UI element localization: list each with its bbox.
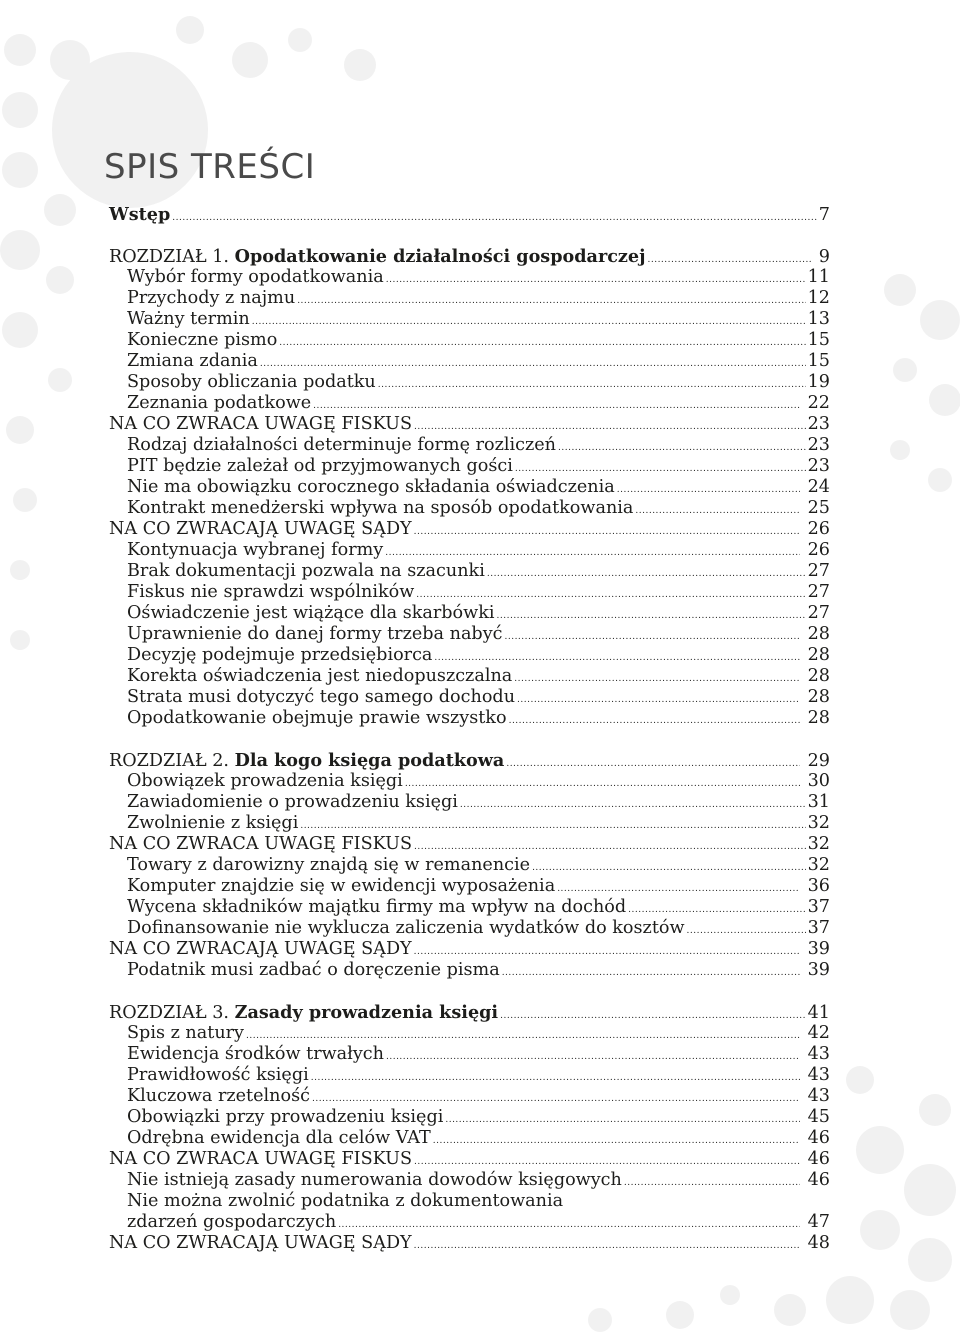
toc-entry-label	[109, 1233, 412, 1254]
toc-entry-text: Ewidencja środków trwałych	[127, 1044, 384, 1064]
toc-entry-label	[127, 1128, 431, 1149]
toc-entry-label	[109, 519, 412, 540]
toc-entry[interactable]	[109, 1212, 830, 1233]
toc-page-number: 45	[802, 1107, 830, 1127]
toc-section-entry[interactable]	[109, 834, 830, 855]
dot-leader	[635, 501, 800, 522]
table-of-contents	[109, 204, 830, 1254]
dot-leader	[497, 606, 806, 627]
toc-entry-label	[109, 939, 412, 960]
toc-entry-text: Zasady prowadzenia księgi	[234, 1002, 499, 1023]
toc-entry-label	[127, 1107, 443, 1128]
dot-leader	[297, 291, 805, 312]
toc-entry-text: NA CO ZWRACAJĄ UWAGĘ SĄDY	[109, 939, 412, 959]
toc-entry-text: NA CO ZWRACAJĄ UWAGĘ SĄDY	[109, 519, 412, 539]
dot-leader	[687, 921, 806, 942]
dot-leader	[487, 564, 806, 585]
toc-entry-text: Komputer znajdzie się w ewidencji wyposażenia	[127, 876, 556, 896]
toc-entry[interactable]	[109, 477, 830, 498]
toc-entry-text: Brak dokumentacji pozwala na szacunki	[127, 561, 485, 581]
toc-entry-text: Przychody z najmu	[127, 288, 296, 308]
chapter-prefix: ROZDZIAŁ 1.	[109, 247, 235, 267]
toc-entry-label	[127, 561, 485, 582]
toc-entry-text: NA CO ZWRACAJĄ UWAGĘ SĄDY	[109, 1233, 412, 1253]
toc-entry-label	[127, 435, 556, 456]
toc-entry-text: Zmiana zdania	[127, 351, 258, 371]
toc-entry-text: Ważny termin	[127, 309, 250, 329]
toc-entry-text: Sposoby obliczania podatku	[127, 372, 376, 392]
toc-page-number: 15	[807, 330, 830, 350]
toc-page-number: 36	[802, 876, 830, 896]
dot-leader	[506, 754, 800, 775]
toc-entry-text: Podatnik musi zadbać o doręczenie pisma	[127, 960, 500, 980]
toc-page-number: 30	[802, 771, 830, 791]
toc-page-number: 23	[807, 435, 830, 455]
toc-entry-label	[109, 246, 645, 268]
toc-entry[interactable]	[109, 1044, 830, 1065]
toc-page-number: 24	[802, 477, 830, 497]
toc-entry[interactable]	[109, 1023, 830, 1044]
toc-page-number: 31	[807, 792, 830, 812]
dot-leader	[378, 375, 806, 396]
toc-entry[interactable]	[109, 498, 830, 519]
toc-entry-label	[127, 603, 495, 624]
toc-entry-text: Spis z natury	[127, 1023, 244, 1043]
dot-leader	[624, 1173, 800, 1194]
toc-page-number: 37	[807, 897, 830, 917]
toc-entry[interactable]	[109, 1065, 830, 1086]
toc-page-number: 25	[802, 498, 830, 518]
toc-entry[interactable]	[109, 582, 830, 603]
toc-page-number: 28	[802, 624, 830, 644]
dot-leader	[433, 1131, 800, 1152]
dot-leader	[414, 1236, 800, 1257]
dot-leader	[558, 438, 806, 459]
toc-entry-label	[127, 1086, 310, 1107]
dot-leader	[532, 858, 806, 879]
toc-entry[interactable]	[109, 771, 830, 792]
toc-entry-label	[127, 624, 502, 645]
toc-entry-label	[109, 204, 170, 226]
chapter-prefix: ROZDZIAŁ 3.	[109, 1003, 235, 1023]
toc-entry[interactable]	[109, 1191, 830, 1212]
toc-page-number: 15	[807, 351, 830, 371]
toc-entry-label	[127, 855, 530, 876]
toc-entry-label	[127, 267, 384, 288]
toc-entry-text: NA CO ZWRACA UWAGĘ FISKUS	[109, 1149, 413, 1169]
toc-entry-text: Obowiązek prowadzenia księgi	[127, 771, 403, 791]
toc-entry-text: Kontynuacja wybranej formy	[127, 540, 384, 560]
toc-entry-label	[127, 1212, 336, 1233]
toc-entry-label	[127, 813, 298, 834]
toc-entry-label	[109, 414, 412, 435]
dot-leader	[500, 1006, 805, 1027]
toc-page-number: 39	[802, 939, 830, 959]
toc-entry-text: Korekta oświadczenia jest niedopuszczalna	[127, 666, 513, 686]
toc-page-number: 26	[802, 540, 830, 560]
toc-entry[interactable]	[109, 624, 830, 645]
toc-entry-text: Towary z darowizny znajdą się w remanencie	[127, 855, 531, 875]
toc-entry-text: Nie ma obowiązku corocznego składania oświadczenia	[127, 477, 615, 497]
toc-entry-text: Wybór formy opodatkowania	[127, 267, 384, 287]
dot-leader	[386, 1047, 800, 1068]
toc-page-number: 22	[802, 393, 830, 413]
toc-entry-text: Konieczne pismo	[127, 330, 278, 350]
toc-page-number: 43	[802, 1044, 830, 1064]
toc-entry-text: Oświadczenie jest wiążące dla skarbówki	[127, 603, 495, 623]
toc-section-entry[interactable]	[109, 1233, 830, 1254]
toc-entry-label	[127, 645, 432, 666]
toc-entry-text: Dofinansowanie nie wyklucza zaliczenia wydatków do kosztów	[127, 918, 685, 938]
toc-entry[interactable]	[109, 918, 830, 939]
toc-entry-label	[127, 456, 513, 477]
toc-entry[interactable]	[109, 309, 830, 330]
toc-entry-text: Odrębna ewidencja dla celów VAT	[127, 1128, 431, 1148]
toc-chapter-entry[interactable]	[109, 750, 830, 771]
dot-leader	[172, 208, 817, 229]
toc-entry-label	[127, 666, 512, 687]
toc-section-entry[interactable]	[109, 519, 830, 540]
toc-entry-label	[127, 372, 376, 393]
toc-entry-label	[127, 498, 633, 519]
toc-page-number: 32	[807, 834, 830, 854]
dot-leader	[502, 963, 800, 984]
dot-leader	[252, 312, 806, 333]
toc-entry[interactable]	[109, 1128, 830, 1149]
toc-page-number: 48	[802, 1233, 830, 1253]
toc-page-number: 27	[807, 582, 830, 602]
toc-entry[interactable]	[109, 1107, 830, 1128]
dot-leader	[647, 250, 811, 271]
toc-page-number: 37	[807, 918, 830, 938]
toc-page-number: 12	[807, 288, 830, 308]
toc-page-number: 29	[802, 751, 830, 771]
toc-section-entry[interactable]	[109, 414, 830, 435]
toc-entry-label	[127, 393, 311, 414]
toc-page-number: 46	[802, 1149, 830, 1169]
toc-entry[interactable]	[109, 1086, 830, 1107]
dot-leader	[504, 627, 800, 648]
toc-entry-text: Nie można zwolnić podatnika z dokumentowania	[127, 1191, 564, 1211]
toc-entry[interactable]	[109, 351, 830, 372]
toc-entry-label	[127, 540, 383, 561]
toc-entry[interactable]	[109, 267, 830, 288]
toc-entry-label	[127, 309, 250, 330]
toc-page-number: 43	[802, 1086, 830, 1106]
toc-entry[interactable]	[109, 540, 830, 561]
toc-page-number: 39	[802, 960, 830, 980]
toc-page-number: 23	[807, 456, 830, 476]
toc-page-number: 28	[802, 687, 830, 707]
dot-leader	[445, 1110, 800, 1131]
toc-entry-text: Obowiązki przy prowadzeniu księgi	[127, 1107, 444, 1127]
toc-entry-text: Strata musi dotyczyć tego samego dochodu	[127, 687, 516, 707]
toc-page-number: 19	[807, 372, 830, 392]
toc-entry-label	[127, 1170, 622, 1191]
toc-entry[interactable]	[109, 204, 830, 225]
dot-leader	[509, 711, 800, 732]
dot-leader	[414, 522, 800, 543]
toc-entry-text: Zwolnienie z księgi	[127, 813, 299, 833]
toc-entry-label	[127, 582, 414, 603]
toc-page-number: 47	[802, 1212, 830, 1232]
toc-entry-label	[127, 477, 615, 498]
toc-entry[interactable]	[109, 456, 830, 477]
toc-entry-label	[127, 771, 403, 792]
toc-entry-label	[127, 792, 458, 813]
toc-entry[interactable]	[109, 288, 830, 309]
dot-leader	[514, 669, 800, 690]
toc-entry-label	[127, 897, 626, 918]
toc-entry[interactable]	[109, 435, 830, 456]
toc-entry-text: Decyzję podejmuje przedsiębiorca	[127, 645, 433, 665]
toc-page-number: 41	[807, 1003, 830, 1023]
toc-page-number: 28	[802, 708, 830, 728]
toc-entry-text: Rodzaj działalności determinuje formę rozliczeń	[127, 435, 556, 455]
toc-entry[interactable]	[109, 855, 830, 876]
dot-leader	[460, 795, 806, 816]
toc-page-number: 13	[807, 309, 830, 329]
toc-entry-text: Zeznania podatkowe	[127, 393, 312, 413]
toc-entry[interactable]	[109, 813, 830, 834]
toc-entry[interactable]	[109, 393, 830, 414]
toc-page-number: 7	[818, 205, 830, 225]
toc-entry[interactable]	[109, 561, 830, 582]
toc-entry-label	[127, 1191, 563, 1212]
toc-page-number: 46	[802, 1170, 830, 1190]
toc-entry[interactable]	[109, 897, 830, 918]
dot-leader	[279, 333, 805, 354]
toc-entry-label	[109, 750, 504, 772]
toc-entry-text: Kluczowa rzetelność	[127, 1086, 310, 1106]
dot-leader	[617, 480, 800, 501]
toc-section-entry[interactable]	[109, 939, 830, 960]
toc-page-number: 9	[813, 247, 830, 267]
dot-leader	[517, 690, 800, 711]
toc-entry[interactable]	[109, 1170, 830, 1191]
toc-entry-text: NA CO ZWRACA UWAGĘ FISKUS	[109, 414, 413, 434]
toc-entry[interactable]	[109, 645, 830, 666]
page-title: SPIS TREŚCI	[104, 146, 316, 187]
toc-page-number: 26	[802, 519, 830, 539]
toc-section-entry[interactable]	[109, 1149, 830, 1170]
toc-entry[interactable]	[109, 708, 830, 729]
chapter-prefix: ROZDZIAŁ 2.	[109, 751, 235, 771]
toc-entry-text: Opodatkowanie obejmuje prawie wszystko	[127, 708, 507, 728]
toc-entry-text: Zawiadomienie o prowadzeniu księgi	[127, 792, 458, 812]
toc-entry-text: Dla kogo księga podatkowa	[234, 750, 505, 771]
toc-chapter-entry[interactable]	[109, 246, 830, 267]
toc-page-number: 27	[807, 603, 830, 623]
toc-entry-text: Opodatkowanie działalności gospodarczej	[234, 246, 646, 267]
toc-entry[interactable]	[109, 603, 830, 624]
toc-entry-label	[127, 918, 685, 939]
toc-page-number: 28	[802, 645, 830, 665]
dot-leader	[386, 270, 806, 291]
toc-entry-text: Nie istnieją zasady numerowania dowodów księgowych	[127, 1170, 622, 1190]
dot-leader	[311, 1068, 800, 1089]
toc-page-number: 46	[802, 1128, 830, 1148]
toc-entry[interactable]	[109, 876, 830, 897]
toc-chapter-entry[interactable]	[109, 1002, 830, 1023]
toc-entry[interactable]	[109, 687, 830, 708]
toc-page-number: 43	[802, 1065, 830, 1085]
toc-entry[interactable]	[109, 330, 830, 351]
toc-entry-text: NA CO ZWRACA UWAGĘ FISKUS	[109, 834, 413, 854]
toc-entry-label	[109, 1002, 498, 1024]
toc-entry-text: Prawidłowość księgi	[127, 1065, 309, 1085]
toc-entry-text: PIT będzie zależał od przyjmowanych gości	[127, 456, 513, 476]
toc-entry[interactable]	[109, 666, 830, 687]
toc-entry-label	[127, 1023, 244, 1044]
toc-entry-text: zdarzeń gospodarczych	[127, 1212, 337, 1232]
toc-entry-text: Wstęp	[109, 204, 171, 225]
toc-page-number: 32	[807, 855, 830, 875]
toc-entry[interactable]	[109, 960, 830, 981]
toc-entry-label	[127, 330, 277, 351]
toc-entry-label	[127, 1065, 309, 1086]
toc-page-number: 27	[807, 561, 830, 581]
toc-entry-label	[127, 876, 555, 897]
toc-page-number: 28	[802, 666, 830, 686]
toc-entry-text: Wycena składników majątku firmy ma wpływ na dochód	[127, 897, 627, 917]
toc-entry-text: Kontrakt menedżerski wpływa na sposób opodatkowania	[127, 498, 634, 518]
toc-page-number: 42	[802, 1023, 830, 1043]
toc-entry-label	[109, 834, 412, 855]
toc-entry-text: Fiskus nie sprawdzi wspólników	[127, 582, 415, 602]
toc-entry-label	[127, 708, 507, 729]
toc-page-number: 32	[807, 813, 830, 833]
dot-leader	[405, 774, 800, 795]
toc-entry-label	[127, 351, 258, 372]
toc-page-number: 11	[807, 267, 830, 287]
toc-page-number: 23	[807, 414, 830, 434]
toc-entry-label	[127, 687, 515, 708]
toc-entry-label	[127, 288, 295, 309]
toc-entry[interactable]	[109, 372, 830, 393]
toc-entry-label	[127, 960, 500, 981]
toc-entry-label	[127, 1044, 384, 1065]
toc-entry-text: Uprawnienie do danej formy trzeba nabyć	[127, 624, 503, 644]
toc-entry[interactable]	[109, 792, 830, 813]
toc-entry-label	[109, 1149, 412, 1170]
